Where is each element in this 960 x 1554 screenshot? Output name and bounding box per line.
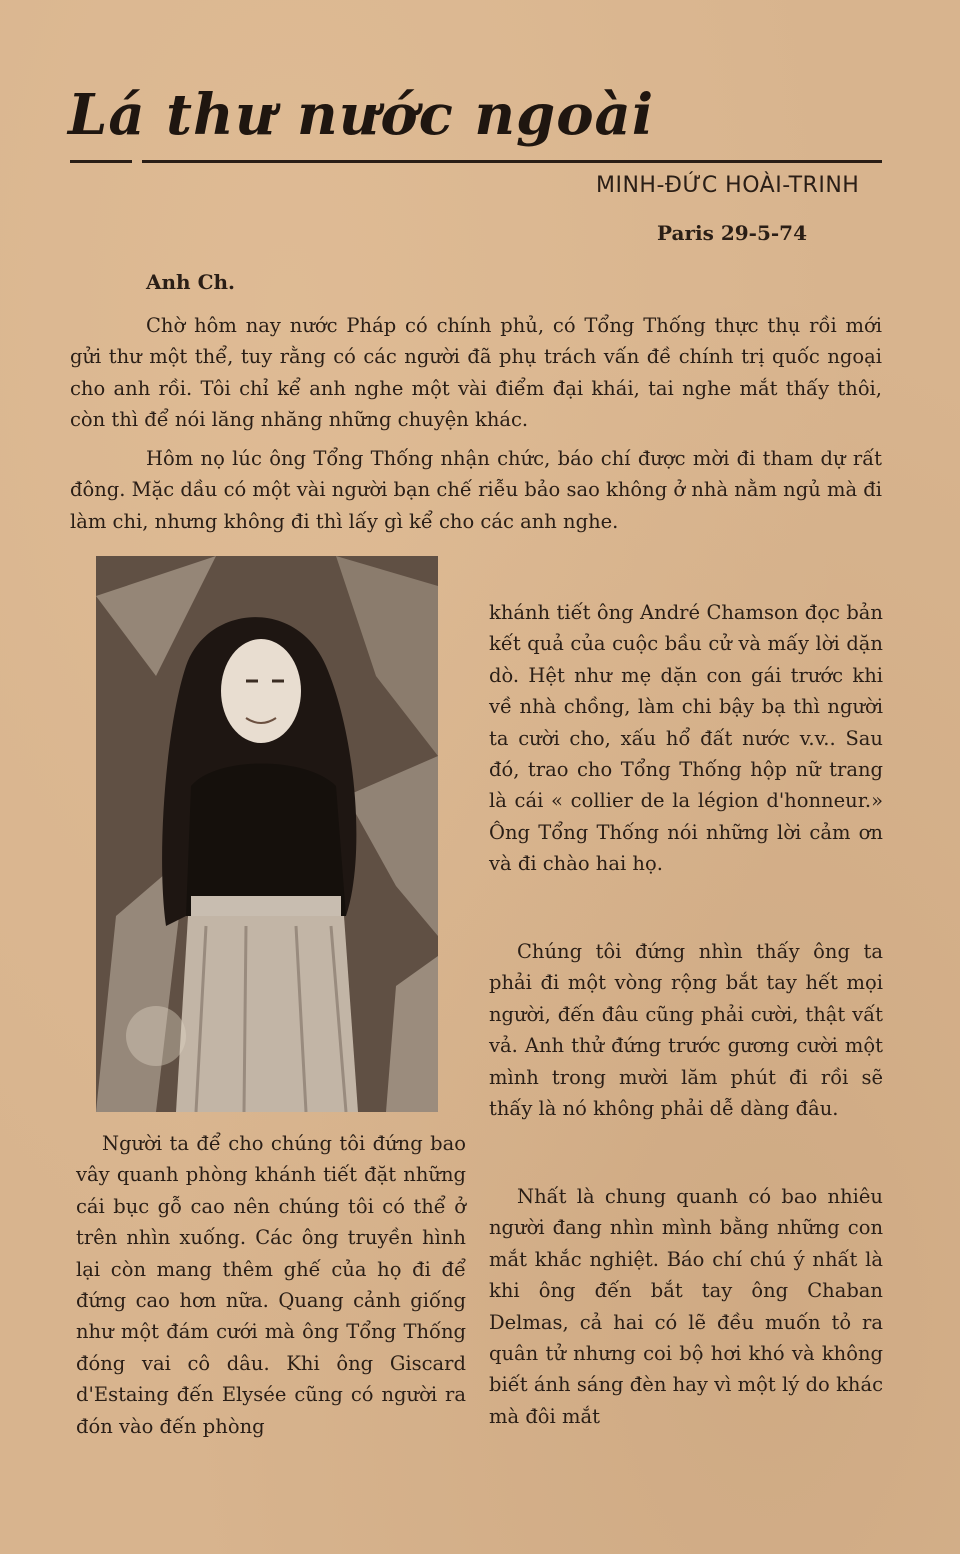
paragraph-handshakes: Chúng tôi đứng nhìn thấy ông ta phải đi một vòng rộng bắt tay hết mọi người, đến đâu cũng phải cười, thật vất vả. Anh thử đứng trước gương cười một mình trong mười lăm phút đi rồi sẽ thấy là nó không phải dễ dàng đâu. xyxy=(489,940,883,1121)
paragraph-inauguration: Hôm nọ lúc ông Tổng Thống nhận chức, báo chí được mời đi tham dự rất đông. Mặc dầu có một vài người bạn chế riễu bảo sao không ở nhà nằm ngủ mà đi làm chi, nhưng không đi thì lấy gì kể cho các anh nghe. xyxy=(70,447,882,533)
dateline: Paris 29-5-74 xyxy=(657,221,807,245)
article-title: Lá thư nước ngoài xyxy=(68,82,655,148)
salutation: Anh Ch. xyxy=(146,270,235,294)
title-rule-short xyxy=(70,160,132,163)
paragraph-caption-column: Người ta để cho chúng tôi đứng bao vây quanh phòng khánh tiết đặt những cái bục gỗ cao nên chúng tôi có thể ở trên nhìn xuống. Các ông truyền hình lại còn mang thêm ghế của họ đi để đứng cao hơn nữa. Quang cảnh giống như một đám cưới mà ông Tổng Thống đóng vai cô dâu. Khi ông Giscard d'Estaing đến Elysée cũng có người ra đón vào đến phòng xyxy=(76,1132,466,1438)
author-byline: MINH-ĐỨC HOÀI-TRINH xyxy=(596,173,860,198)
paragraph-chaban: Nhất là chung quanh có bao nhiêu người đang nhìn mình bằng những con mắt khắc nghiệt. Báo chí chú ý nhất là khi ông đến bắt tay ông Chaban Delmas, cả hai có lẽ đều muốn tỏ ra quân tử nhưng coi bộ hơi khó và không biết ánh sáng đèn hay vì một lý do khác mà đôi mắt xyxy=(489,1185,883,1428)
paragraph-intro: Chờ hôm nay nước Pháp có chính phủ, có Tổng Thống thực thụ rồi mới gửi thư một thể, tuy rằng có các người đã phụ trách vấn đề chính trị quốc ngoại cho anh rồi. Tôi chỉ kể anh nghe một vài điểm đại khái, tai nghe mắt thấy thôi, còn thì để nói lăng nhăng những chuyện khác. xyxy=(70,314,882,432)
paragraph-ceremony: khánh tiết ông André Chamson đọc bản kết quả của cuộc bầu cử và mấy lời dặn dò. Hệt như mẹ dặn con gái trước khi về nhà chồng, làm chi bậy bạ thì người ta cười cho, xấu hổ đất nước v.v.. Sau đó, trao cho Tổng Thống hộp nữ trang là cái « collier de la légion d'honneur.» Ông Tổng Thống nói những lời cảm ơn và đi chào hai họ. xyxy=(489,601,883,876)
title-rule-long xyxy=(142,160,882,163)
author-photo xyxy=(96,556,438,1112)
